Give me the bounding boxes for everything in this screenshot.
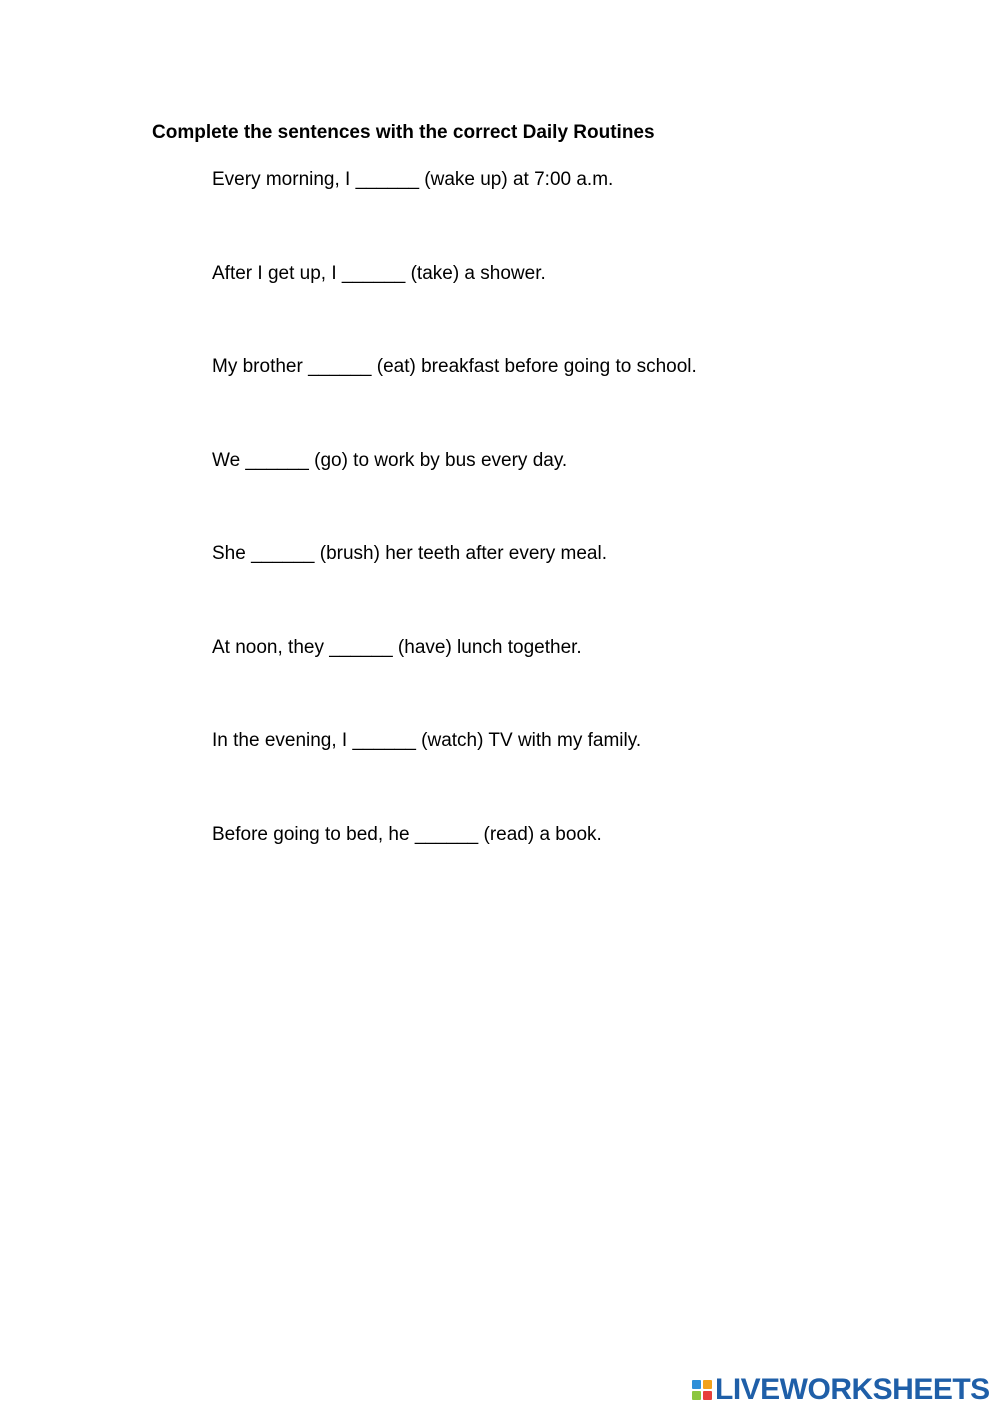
worksheet-title: Complete the sentences with the correct Daily Routines xyxy=(152,122,655,143)
logo-tile-orange xyxy=(703,1380,712,1389)
sentence-4: We ______ (go) to work by bus every day. xyxy=(212,449,568,471)
sentence-list xyxy=(212,168,697,916)
liveworksheets-logo xyxy=(692,1375,990,1405)
logo-tile-red xyxy=(703,1391,712,1400)
logo-tile-green xyxy=(692,1391,701,1400)
sentence-2: After I get up, I ______ (take) a shower. xyxy=(212,262,546,284)
logo-tile-blue xyxy=(692,1380,701,1389)
sentence-6: At noon, they ______ (have) lunch together. xyxy=(212,636,582,658)
sentence-7: In the evening, I ______ (watch) TV with my family. xyxy=(212,730,642,751)
sentence-3: My brother ______ (eat) breakfast before going to school. xyxy=(212,356,697,377)
sentence-5: She ______ (brush) her teeth after every meal. xyxy=(212,543,608,564)
logo-text: LIVEWORKSHEETS xyxy=(715,1373,990,1406)
liveworksheets-grid-icon xyxy=(692,1380,712,1400)
sentence-1: Every morning, I ______ (wake up) at 7:00 a.m. xyxy=(212,169,614,190)
sentence-8: Before going to bed, he ______ (read) a book. xyxy=(212,823,602,845)
